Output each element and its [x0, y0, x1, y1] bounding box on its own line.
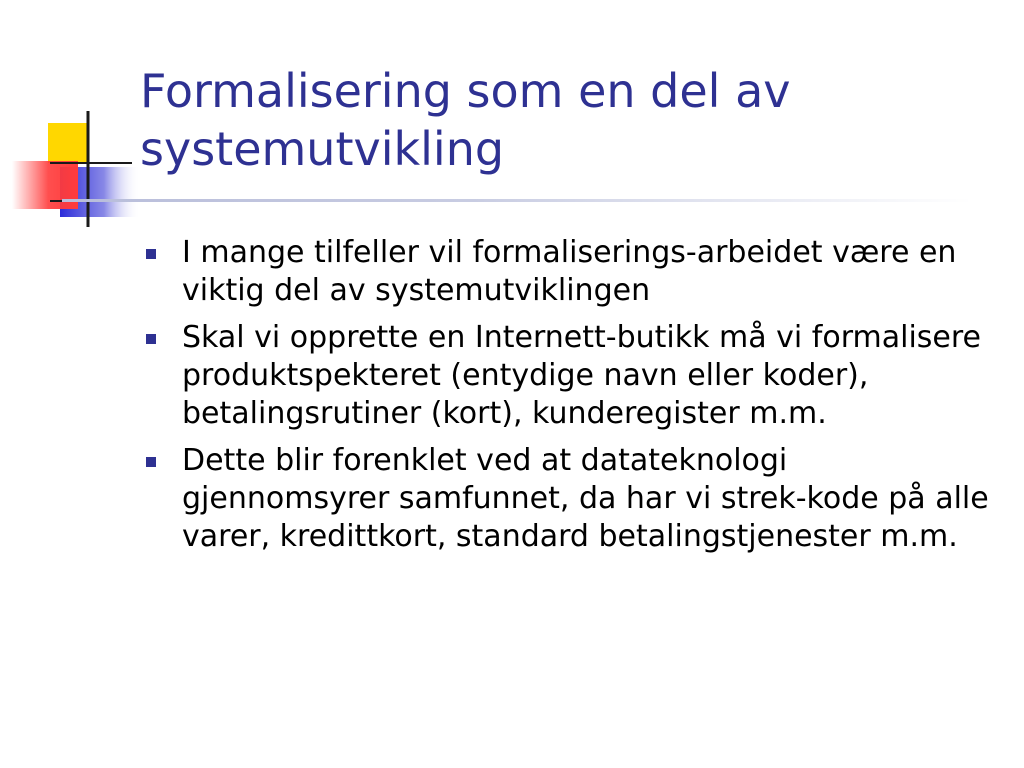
- square-bullet-icon: [146, 457, 156, 467]
- title-divider: [62, 199, 972, 202]
- square-bullet-icon: [146, 249, 156, 259]
- bullet-item: [140, 234, 1000, 310]
- bullet-text: I mange tilfeller vil formaliserings-arbeidet være en viktig del av systemutviklingen: [182, 235, 957, 308]
- bullet-list: [140, 234, 1000, 565]
- decorative-squares-logo-icon: [10, 105, 140, 230]
- slide-title: Formalisering som en del av systemutvikling: [140, 64, 791, 176]
- square-bullet-icon: [146, 334, 156, 344]
- bullet-text: Dette blir forenklet ved at datateknologi gjennomsyrer samfunnet, da har vi strek-kode på alle varer, kredittkort, standard betalingstjenester m.m.: [182, 443, 989, 554]
- bullet-item: [140, 442, 1000, 556]
- bullet-item: [140, 319, 1000, 433]
- bullet-text: Skal vi opprette en Internett-butikk må vi formalisere produktspekteret (entydige navn eller koder), betalingsrutiner (kort), kunderegister m.m.: [182, 320, 981, 431]
